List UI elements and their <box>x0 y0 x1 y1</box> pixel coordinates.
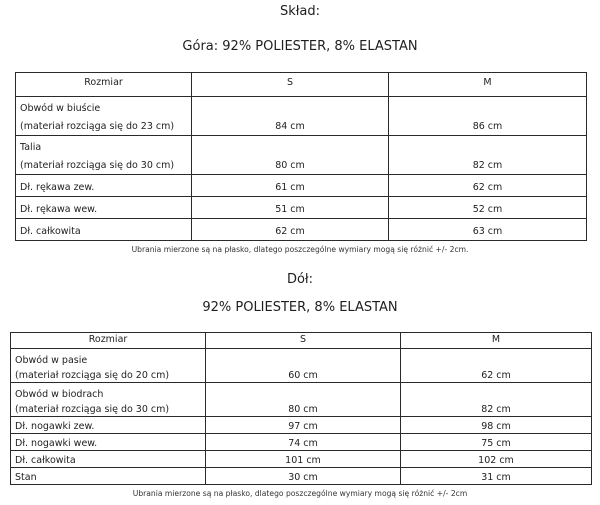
table-row <box>11 417 592 434</box>
row-label <box>16 136 192 175</box>
table-header-row <box>11 333 592 349</box>
row-label: Dł. rękawa wew. <box>16 197 192 219</box>
value-s: 60 cm <box>206 349 401 383</box>
table-header-row <box>16 73 587 97</box>
row-label <box>11 349 206 383</box>
table-row <box>16 175 587 197</box>
bottom-size-table <box>10 332 592 485</box>
row-label: Dł. całkowita <box>16 219 192 241</box>
row-label: Dł. nogawki wew. <box>11 434 206 451</box>
table-row <box>16 219 587 241</box>
bottom-title: Dół: <box>286 272 314 287</box>
top-size-table <box>15 72 587 241</box>
table-row <box>16 97 587 136</box>
value-m: 62 cm <box>401 349 592 383</box>
row-label-note: (materiał rozciąga się do 20 cm) <box>15 369 170 381</box>
value-s: 97 cm <box>206 417 401 434</box>
value-m: 86 cm <box>389 97 587 136</box>
top-note: Ubrania mierzone są na płasko, dlatego poszczególne wymiary mogą się różnić +/- 2cm. <box>131 245 469 254</box>
row-label: Dł. rękawa zew. <box>16 175 192 197</box>
header-size: Rozmiar <box>11 333 206 349</box>
top-title: Góra: 92% POLIESTER, 8% ELASTAN <box>182 39 418 54</box>
row-label-note: (materiał rozciąga się do 23 cm) <box>20 120 175 132</box>
value-s: 51 cm <box>192 197 389 219</box>
row-label-note: (materiał rozciąga się do 30 cm) <box>20 159 175 171</box>
table-row <box>11 468 592 485</box>
row-label-line: Talia <box>20 142 42 154</box>
bottom-subtitle: 92% POLIESTER, 8% ELASTAN <box>202 300 398 315</box>
header-s: S <box>206 333 401 349</box>
value-m: 31 cm <box>401 468 592 485</box>
row-label-line: Obwód w pasie <box>15 355 88 367</box>
value-m: 82 cm <box>389 136 587 175</box>
value-m: 82 cm <box>401 383 592 417</box>
table-row <box>11 383 592 417</box>
row-label-line: Obwód w biuście <box>20 103 101 115</box>
value-s: 80 cm <box>192 136 389 175</box>
table-row <box>16 197 587 219</box>
heading: Skład: <box>279 4 321 19</box>
value-m: 102 cm <box>401 451 592 468</box>
value-m: 52 cm <box>389 197 587 219</box>
value-m: 75 cm <box>401 434 592 451</box>
value-s: 84 cm <box>192 97 389 136</box>
row-label-note: (materiał rozciąga się do 30 cm) <box>15 403 170 415</box>
bottom-note: Ubrania mierzone są na płasko, dlatego poszczególne wymiary mogą się różnić +/- 2cm <box>132 489 468 498</box>
value-m: 62 cm <box>389 175 587 197</box>
row-label: Dł. całkowita <box>11 451 206 468</box>
table-row <box>11 434 592 451</box>
value-s: 101 cm <box>206 451 401 468</box>
table-row <box>11 451 592 468</box>
header-size: Rozmiar <box>16 73 192 97</box>
header-s: S <box>192 73 389 97</box>
row-label <box>16 97 192 136</box>
value-s: 62 cm <box>192 219 389 241</box>
row-label: Stan <box>11 468 206 485</box>
header-m: M <box>389 73 587 97</box>
table-row <box>11 349 592 383</box>
row-label <box>11 383 206 417</box>
value-s: 61 cm <box>192 175 389 197</box>
value-s: 74 cm <box>206 434 401 451</box>
value-s: 30 cm <box>206 468 401 485</box>
value-m: 63 cm <box>389 219 587 241</box>
row-label-line: Obwód w biodrach <box>15 389 104 401</box>
value-s: 80 cm <box>206 383 401 417</box>
table-row <box>16 136 587 175</box>
header-m: M <box>401 333 592 349</box>
row-label: Dł. nogawki zew. <box>11 417 206 434</box>
value-m: 98 cm <box>401 417 592 434</box>
